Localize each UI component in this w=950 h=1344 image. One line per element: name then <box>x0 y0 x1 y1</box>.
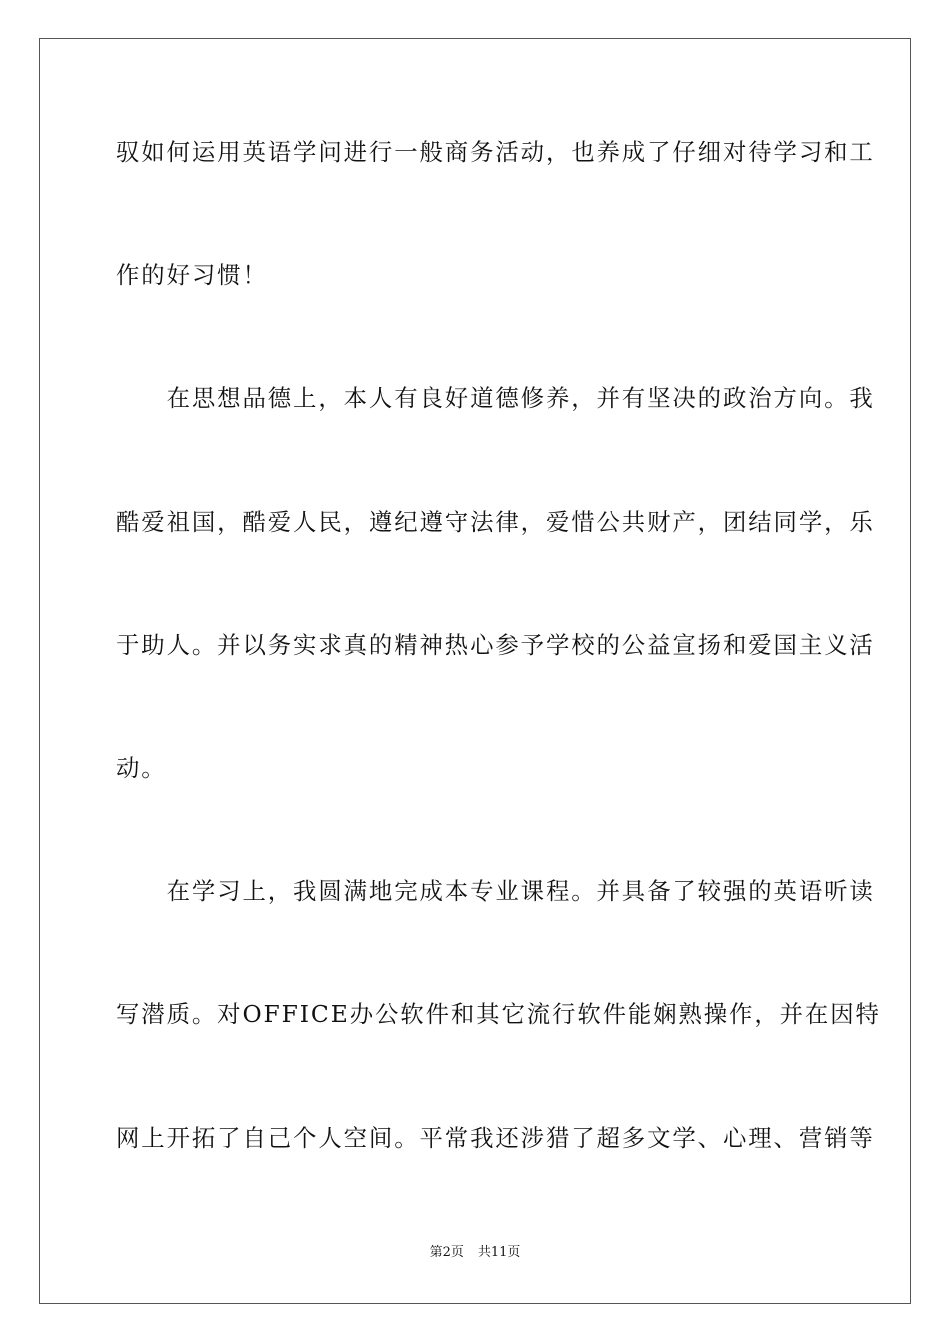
text-line-4: 酷爱祖国，酷爱人民，遵纪遵守法律，爱惜公共财产，团结同学，乐 <box>116 508 875 536</box>
page-total: 共11页 <box>477 1245 521 1260</box>
page-border <box>39 38 911 1304</box>
text-line-8: 写潜质。对OFFICE办公软件和其它流行软件能娴熟操作，并在因特 <box>116 1000 881 1028</box>
text-line-5: 于助人。并以务实求真的精神热心参予学校的公益宣扬和爱国主义活 <box>116 631 875 659</box>
text-line-3: 在思想品德上，本人有良好道德修养，并有坚决的政治方向。我 <box>116 384 875 412</box>
text-line-9: 网上开拓了自己个人空间。平常我还涉猎了超多文学、心理、营销等 <box>116 1124 875 1152</box>
text-line-7: 在学习上，我圆满地完成本专业课程。并具备了较强的英语听读 <box>116 877 875 905</box>
text-line-1: 驭如何运用英语学问进行一般商务活动，也养成了仔细对待学习和工 <box>116 138 875 166</box>
page-number: 第2页 <box>429 1245 464 1260</box>
text-line-6: 动。 <box>116 754 167 782</box>
text-line-2: 作的好习惯！ <box>116 261 268 289</box>
page-footer <box>0 1244 950 1262</box>
